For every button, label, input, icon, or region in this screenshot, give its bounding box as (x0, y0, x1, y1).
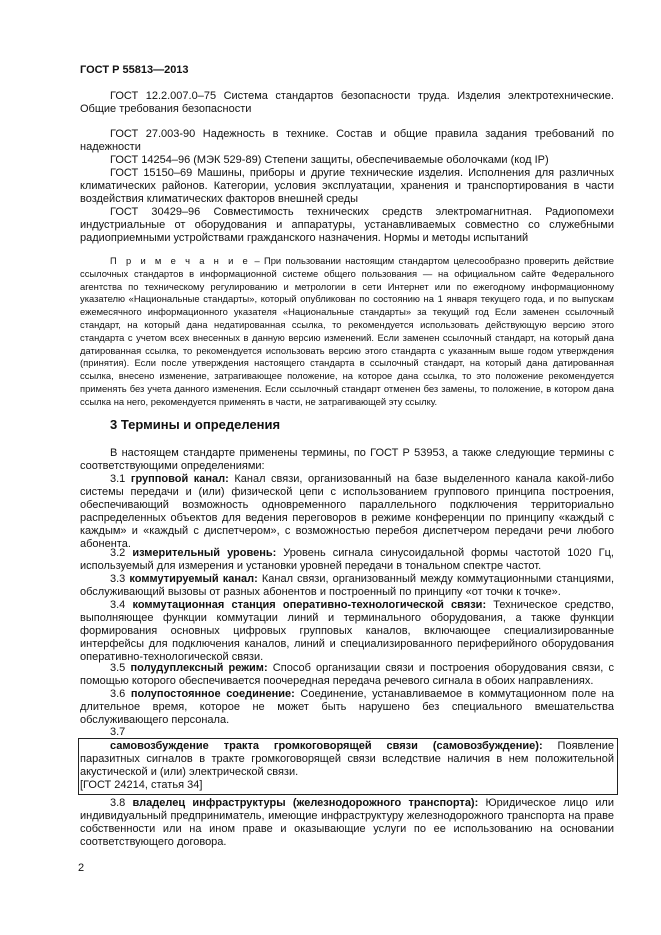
term-number: 3.2 (110, 547, 126, 559)
term-name: полудуплексный режим: (130, 662, 268, 674)
term-name: коммутационная станция оперативно-технологической связи: (132, 599, 487, 611)
term-3-2 (80, 547, 614, 573)
term-3-6 (80, 688, 614, 727)
term-definition: Юридическое лицо или индивидуальный предприниматель, имеющие инфраструктуру железнодорожного транспорта на праве собственности или на ином праве и оказывающие услуги по ее использованию на основании соответствующего договора. (80, 797, 614, 848)
term-number: 3.8 (110, 797, 126, 809)
page-number: 2 (78, 862, 85, 874)
term-3-8 (80, 797, 614, 849)
term-3-5 (80, 662, 614, 688)
term-number: 3.1 (110, 473, 126, 485)
term-number: 3.6 (110, 688, 126, 700)
term-definition: Канал связи, организованный между коммутационными станциями, обслуживающий вызовы от разных абонентов и построенный по принципу «от точки к точке». (80, 573, 615, 598)
note-paragraph (80, 255, 614, 409)
reference-gost-14254: ГОСТ 14254–96 (МЭК 529-89) Степени защиты, обеспечиваемые оболочками (код IP) (110, 154, 549, 166)
term-number: 3.3 (110, 573, 126, 585)
note-label: П р и м е ч а н и е (110, 255, 251, 266)
term-name: полупостоянное соединение: (130, 688, 295, 700)
term-definition: Канал связи, организованный на базе выделенного канала какой-либо системы передачи и (или) физической цепи с использованием группового принципа построения, обеспечивающий возможность одновременного параллельного подключения территориально распределенных объектов для ведения переговоров в режиме конференции по принципу «каждый с каждым» и «каждый с диспетчером», с возможностью перебоя диспетчером передачи речи любого абонента. (80, 473, 614, 550)
term-source: [ГОСТ 24214, статья 34] (80, 779, 203, 791)
document-header: ГОСТ Р 55813—2013 (80, 64, 189, 76)
term-definition: Появление паразитных сигналов в тракте громкоговорящей связи вследствие наличия в нем положительной акустической и (или) электрической связи. (80, 740, 614, 778)
term-name: измерительный уровень: (132, 547, 277, 559)
term-definition: Способ организации связи и построения оборудования связи, с помощью которого обеспечивается поочередная передача речевого сигнала в обоих направлениях. (80, 662, 615, 687)
term-number: 3.4 (110, 599, 126, 611)
term-name: коммутируемый канал: (129, 573, 258, 585)
term-3-7-number: 3.7 (110, 726, 126, 738)
section-title: 3 Термины и определения (110, 417, 281, 432)
term-3-3 (80, 573, 614, 599)
term-definition: Техническое средство, выполняющее функции коммутации линий и терминального оборудования, а также функции формирования основных цифровых групповых каналов, включающее специализированные интерфейсы для подключения каналов, линий и специализированного периферийного оборудования оперативно-технологической связи. (80, 599, 614, 663)
reference-gost-30429: ГОСТ 30429–96 Совместимость технических средств электромагнитная. Радиопомехи индустриальные от оборудования и аппаратуры, устанавливаемых совместно со служебными радиоприемными устройствами гражданского назначения. Нормы и методы испытаний (80, 206, 614, 244)
term-3-7 (80, 740, 614, 792)
reference-gost-12: ГОСТ 12.2.007.0–75 Система стандартов безопасности труда. Изделия электротехнические. Общие требования безопасности (80, 90, 614, 115)
term-3-1 (80, 473, 614, 551)
term-name: самовозбуждение тракта громкоговорящей связи (самовозбуждение): (110, 740, 543, 752)
note-text: – При пользовании настоящим стандартом целесообразно проверить действие ссылочных стандартов в информационной системе общего пользования — на официальном сайте Федерального агентства по техническому регулированию и метрологии в сети Интернет или по ежегодному информационному указателю «Национальные стандарты», который опубликован по состоянию на 1 января текущего года, и по выпускам ежемесячного информационного указателя «Национальные стандарты» за текущий год Если заменен ссылочный стандарт, на который дана недатированная ссылка, то рекомендуется использовать действующую версию этого стандарта с учетом всех внесенных в данную версию изменений. Если заменен ссылочный стандарт, на который дана датированная ссылка, то рекомендуется использовать версию этого стандарта с указанным выше годом утверждения (принятия). Если после утверждения настоящего стандарта в ссылочный стандарт, на который дана датированная ссылка, внесено изменение, затрагивающее положение, на которое дана ссылка, то это положение рекомендуется применять без учета данного изменения. Если ссылочный стандарт отменен без замены, то положение, в котором дана ссылка на него, рекомендуется применять в части, не затрагивающей эту ссылку. (80, 255, 614, 407)
term-name: владелец инфраструктуры (железнодорожного транспорта): (132, 797, 479, 809)
reference-gost-27: ГОСТ 27.003-90 Надежность в технике. Состав и общие правила задания требований по надежности (80, 128, 614, 153)
term-definition: Соединение, устанавливаемое в коммутационном поле на длительное время, которое не может быть нарушено без специального вмешательства обслуживающего персонала. (80, 688, 614, 726)
section-intro: В настоящем стандарте применены термины, по ГОСТ Р 53953, а также следующие термины с соответствующими определениями: (80, 447, 614, 472)
term-3-4 (80, 599, 614, 664)
term-number: 3.5 (110, 662, 126, 674)
term-name: групповой канал: (130, 473, 229, 485)
reference-gost-15150: ГОСТ 15150–69 Машины, приборы и другие технические изделия. Исполнения для различных климатических районов. Категории, условия эксплуатации, хранения и транспортирования в части воздействия климатических факторов внешней среды (80, 167, 614, 205)
term-definition: Уровень сигнала синусоидальной формы частотой 1020 Гц, используемый для измерения и установки уровней передачи в тональном спектре частот. (80, 547, 614, 572)
